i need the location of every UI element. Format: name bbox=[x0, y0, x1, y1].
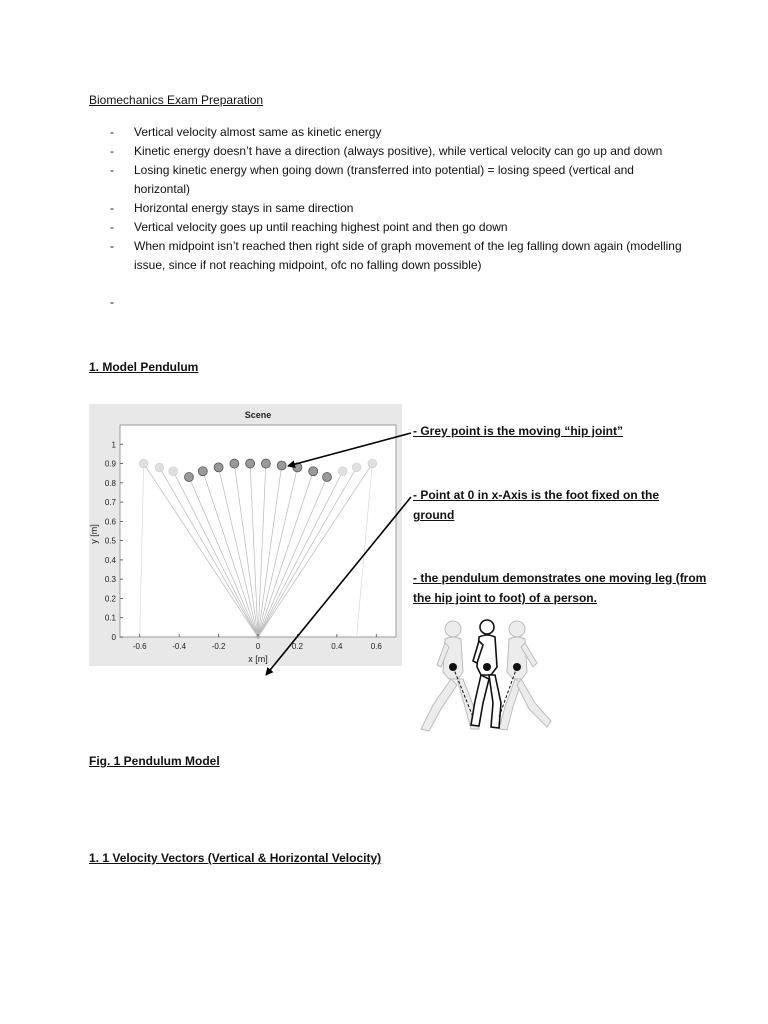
y-tick-label: 0.1 bbox=[104, 613, 116, 623]
y-tick-label: 0.2 bbox=[104, 594, 116, 604]
empty-bullet-dash: - bbox=[110, 295, 114, 309]
arrow-to-hip-joint bbox=[288, 433, 411, 466]
note-grey-point: - Grey point is the moving “hip joint” bbox=[413, 424, 623, 438]
list-item: - Losing kinetic energy when going down (transferred into potential) = losing speed (vertical and horizontal) bbox=[110, 161, 690, 199]
figure-caption: Fig. 1 Pendulum Model bbox=[89, 754, 220, 768]
x-tick-label: 0.4 bbox=[331, 642, 343, 651]
list-item: - Vertical velocity almost same as kinetic energy bbox=[110, 123, 690, 142]
y-tick-label: 0.8 bbox=[104, 478, 116, 488]
list-item: - When midpoint isn’t reached then right side of graph movement of the leg falling down again (modelling issue, since if not reaching midpoint, ofc no falling down possible) bbox=[110, 237, 690, 275]
page-title: Biomechanics Exam Preparation bbox=[89, 93, 264, 107]
y-tick-label: 0.7 bbox=[104, 498, 116, 508]
note-pendulum-leg: - the pendulum demonstrates one moving leg (from the hip joint to foot) of a person. bbox=[413, 571, 707, 605]
x-tick-label: 0.2 bbox=[291, 642, 303, 651]
x-tick-label: -0.2 bbox=[211, 642, 226, 651]
walking-figure-icon bbox=[413, 617, 560, 739]
list-item: - Kinetic energy doesn’t have a direction (always positive), while vertical velocity can go up and down bbox=[110, 142, 690, 161]
x-tick-label: 0 bbox=[255, 642, 261, 651]
section-heading-model-pendulum: 1. Model Pendulum bbox=[89, 360, 199, 374]
y-tick-label: 0.5 bbox=[104, 536, 116, 546]
y-tick-label: 1 bbox=[111, 440, 116, 450]
y-tick-label: 0.9 bbox=[104, 459, 116, 469]
list-item: - Vertical velocity goes up until reaching highest point and then go down bbox=[110, 218, 690, 237]
y-tick-label: 0.4 bbox=[104, 555, 116, 565]
x-tick-label: 0.6 bbox=[370, 642, 382, 651]
y-tick-label: 0.3 bbox=[104, 575, 116, 585]
arrow-to-foot-point bbox=[266, 497, 411, 675]
y-tick-label: 0.6 bbox=[104, 517, 116, 527]
list-item: - Horizontal energy stays in same direction bbox=[110, 199, 690, 218]
chart-title: Scene bbox=[244, 410, 272, 420]
y-axis-label: y [m] bbox=[89, 524, 99, 544]
x-tick-label: -0.4 bbox=[172, 642, 187, 651]
y-tick-label: 0 bbox=[111, 633, 116, 642]
note-foot-point: - Point at 0 in x-Axis is the foot fixed on the ground bbox=[413, 488, 660, 522]
x-tick-label: -0.6 bbox=[132, 642, 147, 651]
section-heading-velocity-vectors: 1. 1 Velocity Vectors (Vertical & Horizontal Velocity) bbox=[89, 851, 382, 865]
x-axis-label: x [m] bbox=[248, 654, 268, 664]
